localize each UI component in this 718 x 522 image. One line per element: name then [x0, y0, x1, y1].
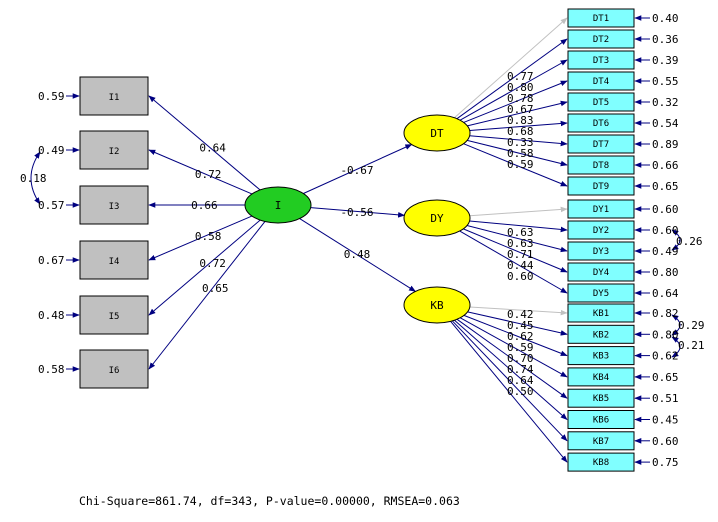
indicator-label: KB8 [592, 458, 610, 469]
indicator-label: I6 [108, 366, 120, 376]
indicator-label: DY2 [592, 226, 610, 236]
error-value: 0.67 [38, 254, 65, 267]
indicator-label: DT8 [592, 161, 610, 171]
loading-value: 0.80 [507, 81, 534, 94]
latent-label: DT [430, 127, 444, 140]
loading-value: 0.62 [507, 330, 534, 343]
error-value: 0.49 [38, 144, 65, 157]
loading-value: 0.71 [507, 248, 534, 261]
indicator-label: KB2 [592, 330, 610, 341]
error-value: 0.89 [652, 138, 679, 151]
error-value: 0.80 [652, 266, 679, 279]
error-value: 0.65 [652, 370, 679, 384]
loading-value: 0.72 [199, 256, 226, 270]
indicator-label: DY5 [592, 289, 610, 299]
loading-value: 0.63 [507, 237, 534, 250]
error-value: 0.60 [652, 434, 679, 448]
loading-value: 0.78 [507, 92, 534, 105]
indicator-label: KB7 [592, 436, 610, 447]
error-value: 0.59 [38, 90, 65, 103]
error-value: 0.55 [652, 75, 679, 88]
structural-coefficient: -0.56 [340, 206, 374, 219]
loading-arrow [470, 209, 567, 216]
error-value: 0.54 [652, 117, 679, 130]
covariance-value: 0.18 [20, 172, 47, 185]
error-value: 0.57 [38, 199, 65, 212]
loading-value: 0.64 [199, 141, 226, 155]
indicator-label: DY3 [592, 247, 610, 257]
structural-coefficient: -0.67 [340, 164, 374, 177]
loading-value: 0.58 [507, 147, 534, 160]
error-value: 0.82 [652, 307, 679, 320]
loading-arrow [149, 222, 265, 369]
indicator-label: KB1 [592, 309, 610, 319]
loading-value: 0.77 [507, 70, 534, 83]
loading-value: 0.64 [507, 374, 534, 387]
structural-coefficient: 0.48 [343, 248, 371, 261]
error-value: 0.64 [652, 287, 679, 300]
loading-value: 0.63 [507, 226, 534, 239]
error-value: 0.75 [652, 456, 679, 470]
indicator-label: KB4 [592, 372, 610, 383]
indicator-label: I2 [108, 147, 120, 157]
loading-value: 0.33 [507, 136, 534, 149]
indicator-label: DY4 [592, 268, 610, 278]
indicator-label: DY1 [592, 205, 610, 215]
loading-value: 0.42 [507, 308, 534, 321]
error-value: 0.58 [38, 363, 65, 376]
indicator-label: DT4 [592, 77, 610, 87]
loading-value: 0.83 [507, 114, 534, 127]
loading-value: 0.58 [194, 229, 222, 243]
covariance-value: 0.29 [678, 319, 705, 332]
indicator-label: I1 [108, 93, 120, 103]
indicator-label: DT6 [592, 119, 610, 129]
covariance-value: 0.21 [678, 339, 705, 352]
fit-statistics: Chi-Square=861.74, df=343, P-value=0.00000, RMSEA=0.063 [79, 494, 460, 508]
latent-label: DY [430, 212, 444, 225]
indicator-label: DT7 [592, 140, 610, 150]
indicator-label: DT5 [592, 98, 610, 108]
indicator-label: DT1 [592, 14, 610, 24]
error-value: 0.62 [652, 349, 679, 363]
indicator-label: I4 [108, 257, 120, 267]
loading-value: 0.67 [507, 103, 534, 116]
loading-value: 0.44 [507, 259, 534, 272]
indicator-label: KB6 [592, 415, 610, 426]
covariance-value: 0.26 [676, 235, 703, 248]
latent-label: KB [430, 299, 444, 312]
indicator-label: DT3 [592, 56, 610, 66]
loading-value: 0.70 [507, 352, 534, 365]
loading-value: 0.72 [194, 168, 222, 182]
error-value: 0.40 [652, 12, 679, 25]
loading-value: 0.74 [507, 363, 534, 376]
error-value: 0.32 [652, 96, 679, 109]
loading-value: 0.50 [507, 385, 534, 398]
loading-value: 0.66 [191, 199, 218, 212]
loading-value: 0.59 [507, 341, 534, 354]
indicator-label: I3 [108, 202, 120, 212]
error-value: 0.45 [652, 413, 679, 427]
error-value: 0.66 [652, 159, 679, 172]
error-value: 0.36 [652, 33, 679, 46]
error-value: 0.49 [652, 245, 679, 258]
loading-value: 0.45 [507, 319, 534, 332]
indicator-label: DT2 [592, 35, 610, 45]
error-value: 0.51 [652, 392, 679, 406]
indicator-label: KB3 [592, 351, 610, 362]
loading-value: 0.59 [507, 158, 534, 171]
loading-value: 0.60 [507, 270, 534, 283]
indicator-label: KB5 [592, 394, 610, 405]
error-value: 0.39 [652, 54, 679, 67]
latent-label: I [274, 199, 282, 212]
error-value: 0.60 [652, 224, 679, 237]
error-value: 0.60 [652, 203, 679, 216]
error-value: 0.48 [38, 309, 65, 322]
error-value: 0.80 [652, 328, 679, 342]
loading-value: 0.68 [507, 125, 534, 138]
indicator-label: I5 [108, 312, 120, 322]
error-value: 0.65 [652, 180, 679, 193]
loading-value: 0.65 [202, 281, 229, 295]
indicator-label: DT9 [592, 182, 610, 192]
